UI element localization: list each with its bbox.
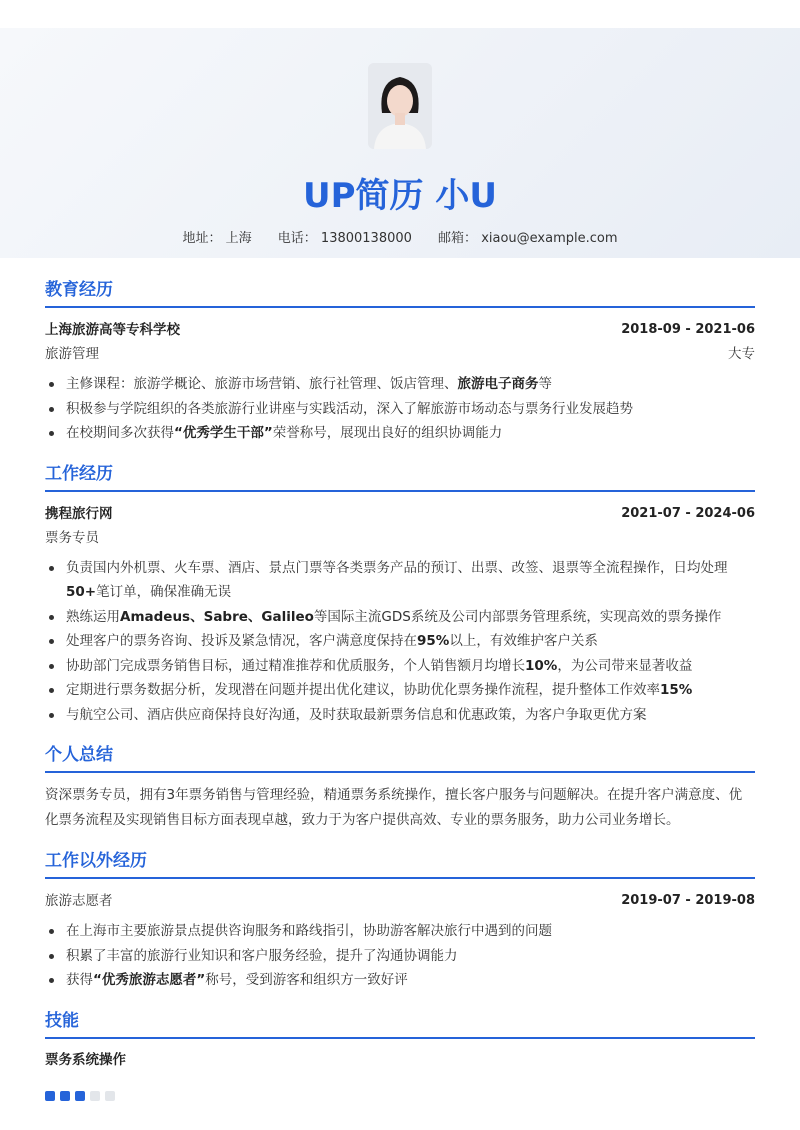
section-title: 工作以外经历 (45, 841, 755, 879)
bullet-item (45, 678, 755, 703)
job-role: 票务专员 (45, 529, 99, 546)
bullet-item (45, 372, 755, 397)
bullet-item (45, 421, 755, 446)
company-name: 携程旅行网 (45, 505, 113, 522)
section-title: 教育经历 (45, 270, 755, 308)
highlight-text: 10% (525, 657, 558, 674)
extra-role: 旅游志愿者 (45, 893, 113, 909)
highlight-text: “优秀旅游志愿者” (93, 972, 206, 988)
bullet-text: 在上海市主要旅游景点提供咨询服务和路线指引，协助游客解决旅行中遇到的问题 (66, 923, 552, 939)
bullet-list (45, 919, 755, 993)
education-section (45, 270, 755, 446)
date-range: 2021-07 - 2024-06 (621, 505, 755, 521)
bullet-item (45, 654, 755, 679)
contact-phone: 电话： 13800138000 (277, 231, 412, 246)
bullet-item (45, 919, 755, 944)
extra-section (45, 841, 755, 993)
bullet-text: 定期进行票务数据分析，发现潜在问题并提出优化建议，协助优化票务操作流程，提升整体工作效率 (66, 682, 660, 698)
bullet-text: 主修课程：旅游学概论、旅游市场营销、旅行社管理、饭店管理、 (66, 376, 458, 392)
contact-address: 地址： 上海 (182, 231, 252, 246)
highlight-text: Amadeus、Sabre、Galileo (120, 608, 314, 625)
bullet-item (45, 968, 755, 993)
bullet-text: ，为公司带来显著收益 (557, 657, 693, 674)
highlight-text: 旅游电子商务 (457, 376, 539, 392)
contact-email: 邮箱： xiaou@example.com (438, 231, 618, 246)
section-title: 工作经历 (45, 454, 755, 492)
bullet-text: 与航空公司、酒店供应商保持良好沟通，及时获取最新票务信息和优惠政策，为客户争取更优方案 (66, 706, 647, 723)
contact-info (0, 227, 800, 246)
candidate-name: UP简历 小U (303, 176, 497, 216)
profile-photo (368, 63, 432, 149)
skill-level-dot (75, 1091, 85, 1101)
bullet-text: 荣誉称号，展现出良好的组织协调能力 (272, 425, 503, 441)
bullet-text: 积极参与学院组织的各类旅游行业讲座与实践活动，深入了解旅游市场动态与票务行业发展趋势 (66, 400, 633, 417)
summary-text: 资深票务专员，拥有3年票务销售与管理经验，精通票务系统操作，擅长客户服务与问题解决。在提升客户满意度、优化票务流程及实现销售目标方面表现卓越，致力于为客户提供高效、专业的票务服务，助力公司业务增长。 (45, 787, 743, 828)
highlight-text: 15% (660, 682, 693, 698)
highlight-text: “优秀学生干部” (174, 425, 273, 441)
bullet-text: 以上，有效维护客户关系 (449, 633, 598, 649)
highlight-text: 50+ (66, 584, 97, 600)
summary-section (45, 735, 755, 833)
bullet-item (45, 629, 755, 654)
bullet-text: 获得 (66, 972, 93, 988)
bullet-text: 等 (538, 376, 552, 392)
bullet-list (45, 372, 755, 446)
highlight-text: 95% (417, 633, 450, 649)
bullet-item (45, 397, 755, 422)
section-title: 技能 (45, 1001, 755, 1039)
skill-level-dot (60, 1091, 70, 1101)
bullet-list (45, 556, 755, 728)
skill-level-dot (105, 1091, 115, 1101)
section-title: 个人总结 (45, 735, 755, 773)
date-range: 2019-07 - 2019-08 (621, 893, 755, 908)
bullet-text: 负责国内外机票、火车票、酒店、景点门票等各类票务产品的预订、出票、改签、退票等全流程操作，日均处理 (66, 559, 728, 576)
bullet-text: 笔订单，确保准确无误 (96, 584, 232, 600)
skill-level (45, 1091, 755, 1101)
degree: 大专 (728, 346, 755, 362)
major: 旅游管理 (45, 346, 99, 362)
bullet-item (45, 944, 755, 969)
school-name: 上海旅游高等专科学校 (45, 322, 180, 338)
bullet-text: 称号，受到游客和组织方一致好评 (205, 972, 408, 988)
bullet-text: 协助部门完成票务销售目标，通过精准推荐和优质服务，个人销售额月均增长 (66, 657, 525, 674)
bullet-item (45, 605, 755, 630)
bullet-text: 积累了丰富的旅游行业知识和客户服务经验，提升了沟通协调能力 (66, 947, 458, 964)
skill-level-dot (45, 1091, 55, 1101)
bullet-text: 在校期间多次获得 (66, 425, 174, 441)
work-section (45, 454, 755, 728)
skill-level-dot (90, 1091, 100, 1101)
bullet-text: 处理客户的票务咨询、投诉及紧急情况，客户满意度保持在 (66, 633, 417, 649)
bullet-item (45, 556, 755, 605)
skills-section (45, 1001, 755, 1101)
skill-name: 票务系统操作 (45, 1051, 126, 1068)
bullet-item (45, 703, 755, 728)
bullet-text: 等国际主流GDS系统及公司内部票务管理系统，实现高效的票务操作 (313, 608, 722, 625)
date-range: 2018-09 - 2021-06 (621, 322, 755, 337)
bullet-text: 熟练运用 (66, 608, 120, 625)
